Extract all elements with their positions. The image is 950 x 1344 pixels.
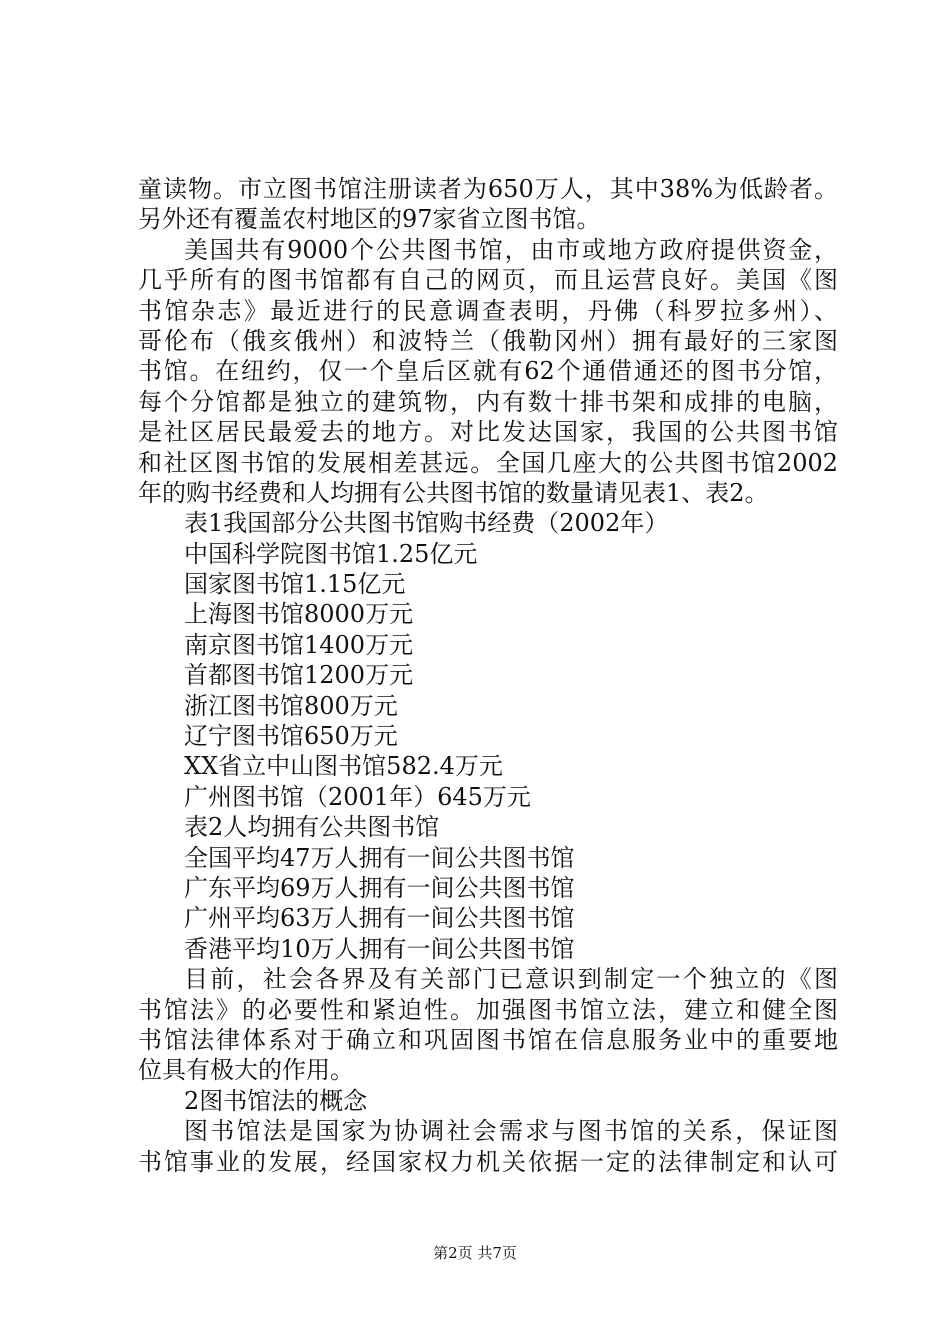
text-line: 香港平均10万人拥有一间公共图书馆	[184, 934, 575, 963]
text-line: 广东平均69万人拥有一间公共图书馆	[184, 873, 575, 902]
text-line: 全国平均47万人拥有一间公共图书馆	[184, 843, 575, 872]
text-line: 广州图书馆（2001年）645万元	[184, 782, 531, 811]
document-body	[138, 174, 838, 1177]
text-line: 首都图书馆1200万元	[184, 661, 414, 690]
text-line: 书馆。在纽约，仅一个皇后区就有62个通借通还的图书分馆，	[138, 357, 838, 386]
text-line: 上海图书馆8000万元	[184, 600, 414, 629]
text-line: 广州平均63万人拥有一间公共图书馆	[184, 904, 575, 933]
page-footer: 第2页 共7页	[433, 1244, 517, 1262]
text-line: 表1我国部分公共图书馆购书经费（2002年）	[184, 509, 669, 538]
text-line: 表2人均拥有公共图书馆	[184, 813, 440, 842]
text-line: 童读物。市立图书馆注册读者为650万人，其中38%为低龄者。	[138, 175, 838, 203]
text-line: 位具有极大的作用。	[138, 1056, 354, 1085]
text-line: 国家图书馆1.15亿元	[184, 570, 406, 599]
text-line: 2图书馆法的概念	[184, 1086, 368, 1115]
text-line: 书馆事业的发展，经国家权力机关依据一定的法律制定和认可	[138, 1147, 838, 1176]
text-line: 是社区居民最爱去的地方。对比发达国家，我国的公共图书馆	[138, 418, 838, 447]
text-line: XX省立中山图书馆582.4万元	[184, 752, 503, 781]
text-line: 美国共有9000个公共图书馆，由市或地方政府提供资金，	[184, 235, 838, 264]
text-line: 书馆法律体系对于确立和巩固图书馆在信息服务业中的重要地	[138, 1025, 838, 1054]
text-line: 南京图书馆1400万元	[184, 630, 414, 659]
text-line: 另外还有覆盖农村地区的97家省立图书馆。	[138, 205, 601, 234]
text-line: 哥伦布（俄亥俄州）和波特兰（俄勒冈州）拥有最好的三家图	[138, 326, 838, 355]
text-line: 几乎所有的图书馆都有自己的网页，而且运营良好。美国《图	[138, 266, 838, 295]
text-line: 中国科学院图书馆1.25亿元	[184, 539, 478, 568]
text-line: 书馆法》的必要性和紧迫性。加强图书馆立法，建立和健全图	[138, 995, 838, 1024]
text-line: 每个分馆都是独立的建筑物，内有数十排书架和成排的电脑，	[138, 387, 838, 416]
text-line: 和社区图书馆的发展相差甚远。全国几座大的公共图书馆2002	[138, 448, 838, 477]
text-line: 书馆杂志》最近进行的民意调查表明，丹佛（科罗拉多州）、	[138, 296, 838, 325]
text-line: 年的购书经费和人均拥有公共图书馆的数量请见表1、表2。	[138, 478, 769, 507]
text-line: 辽宁图书馆650万元	[184, 722, 398, 751]
text-line: 图书馆法是国家为协调社会需求与图书馆的关系，保证图	[184, 1117, 838, 1146]
text-line: 浙江图书馆800万元	[184, 691, 398, 720]
text-line: 目前，社会各界及有关部门已意识到制定一个独立的《图	[184, 965, 838, 994]
